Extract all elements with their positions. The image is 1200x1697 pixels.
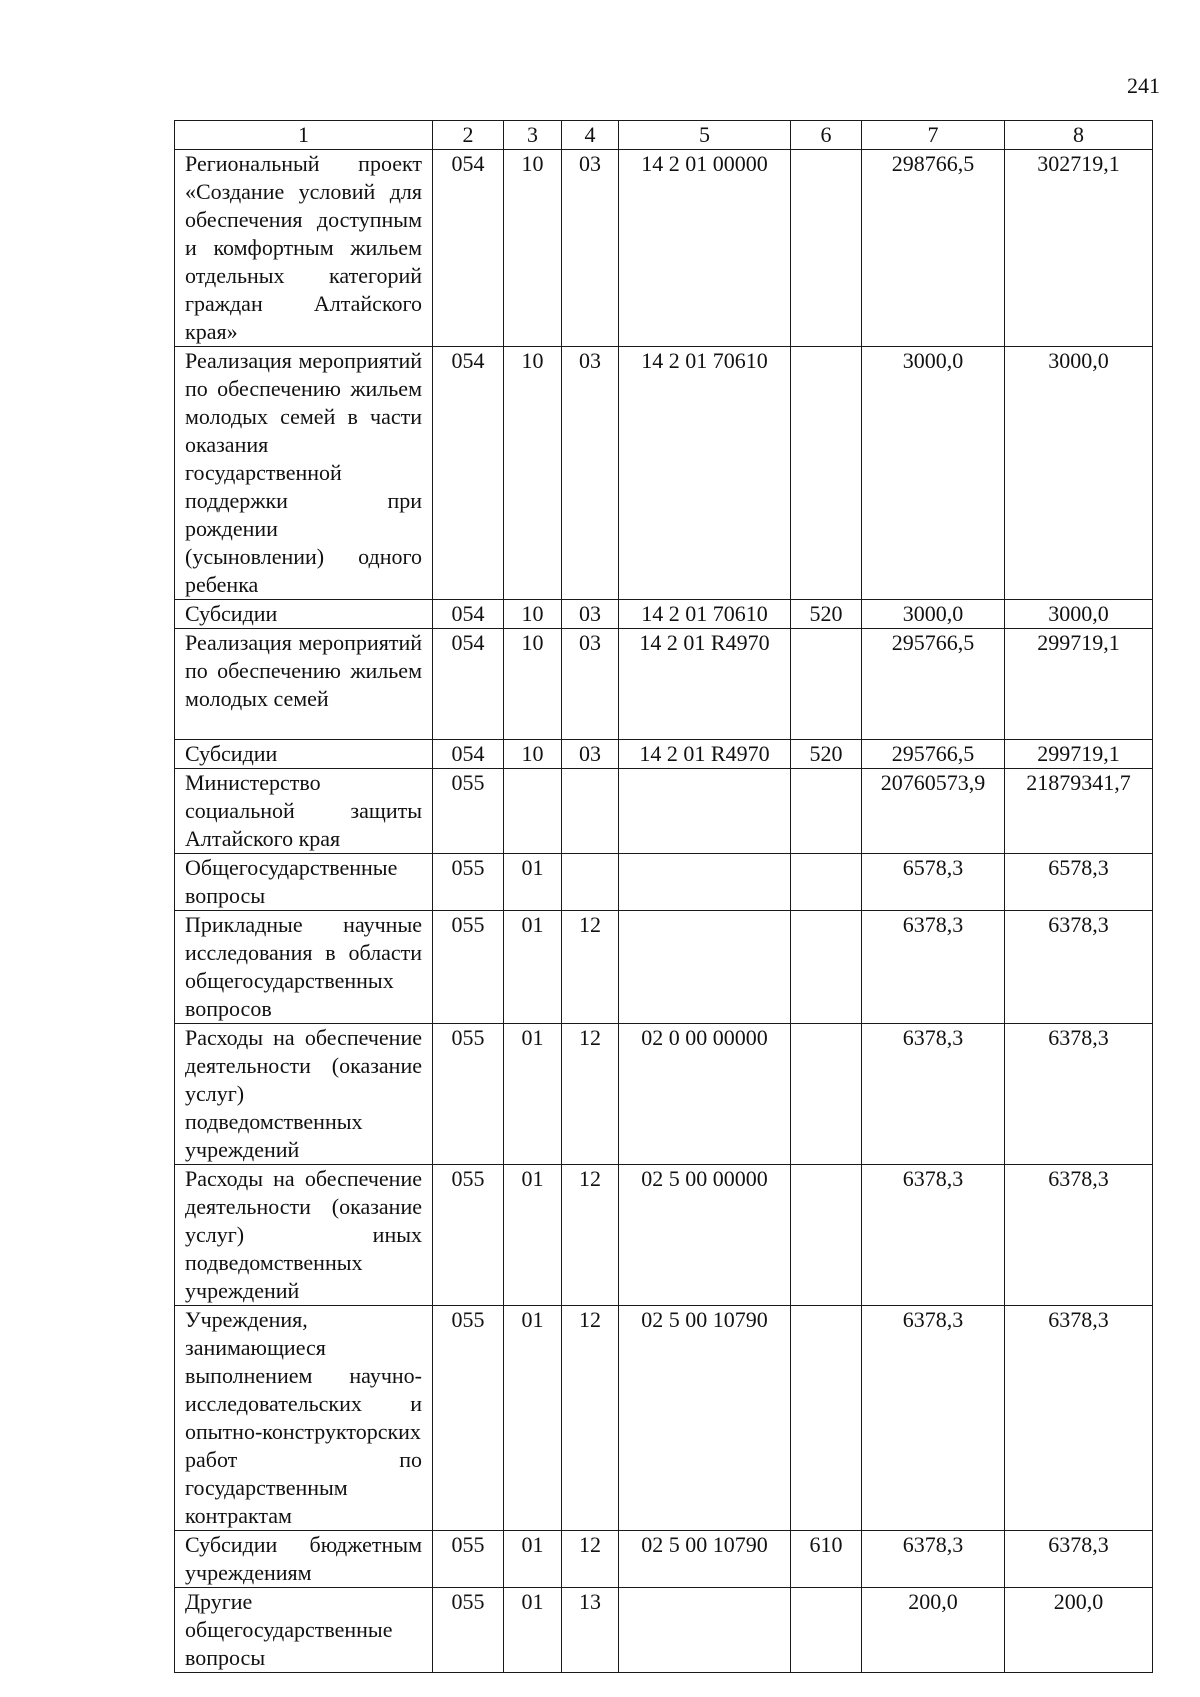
table-row — [175, 1165, 1153, 1306]
expense-type-code — [791, 1306, 862, 1531]
expense-type-code — [791, 1165, 862, 1306]
amount-year-1: 3000,0 — [862, 347, 1005, 600]
amount-year-1: 6378,3 — [862, 1531, 1005, 1588]
target-item-code: 14 2 01 70610 — [619, 600, 791, 629]
ministry-code: 055 — [433, 1306, 504, 1531]
subsection-code: 03 — [562, 600, 619, 629]
subsection-code: 03 — [562, 629, 619, 740]
subsection-code: 13 — [562, 1588, 619, 1673]
expense-type-code: 610 — [791, 1531, 862, 1588]
row-name: Субсидии — [175, 600, 433, 629]
ministry-code: 055 — [433, 769, 504, 854]
amount-year-1: 298766,5 — [862, 150, 1005, 347]
row-name: Субсидии бюджетным учреждениям — [175, 1531, 433, 1588]
amount-year-2: 6378,3 — [1005, 911, 1153, 1024]
expense-type-code — [791, 854, 862, 911]
column-header: 1 — [175, 121, 433, 150]
row-name: Расходы на обеспечение деятельности (оказание услуг) подведомственных учреждений — [175, 1024, 433, 1165]
target-item-code: 14 2 01 00000 — [619, 150, 791, 347]
expense-type-code — [791, 1024, 862, 1165]
expense-type-code: 520 — [791, 740, 862, 769]
column-header: 2 — [433, 121, 504, 150]
section-code: 01 — [504, 1024, 562, 1165]
target-item-code: 02 5 00 10790 — [619, 1306, 791, 1531]
table-row — [175, 600, 1153, 629]
section-code — [504, 769, 562, 854]
ministry-code: 054 — [433, 629, 504, 740]
column-header: 8 — [1005, 121, 1153, 150]
section-code: 10 — [504, 347, 562, 600]
section-code: 10 — [504, 629, 562, 740]
ministry-code: 055 — [433, 1531, 504, 1588]
amount-year-2: 6578,3 — [1005, 854, 1153, 911]
table-row — [175, 1306, 1153, 1531]
amount-year-2: 302719,1 — [1005, 150, 1153, 347]
section-code: 01 — [504, 1588, 562, 1673]
table-row — [175, 854, 1153, 911]
expense-type-code — [791, 1588, 862, 1673]
ministry-code: 054 — [433, 150, 504, 347]
ministry-code: 055 — [433, 1588, 504, 1673]
column-header: 4 — [562, 121, 619, 150]
row-name: Субсидии — [175, 740, 433, 769]
section-code: 10 — [504, 740, 562, 769]
amount-year-2: 3000,0 — [1005, 347, 1153, 600]
target-item-code: 02 0 00 00000 — [619, 1024, 791, 1165]
subsection-code: 12 — [562, 1531, 619, 1588]
section-code: 10 — [504, 600, 562, 629]
amount-year-2: 299719,1 — [1005, 740, 1153, 769]
ministry-code: 055 — [433, 1024, 504, 1165]
table-row — [175, 1024, 1153, 1165]
expense-type-code — [791, 150, 862, 347]
row-name: Учреждения, занимающиеся выполнением научно-исследовательских и опытно-конструкторских работ по государственным контрактам — [175, 1306, 433, 1531]
table-row — [175, 150, 1153, 347]
budget-table — [174, 120, 1153, 1673]
section-code: 01 — [504, 854, 562, 911]
ministry-code: 055 — [433, 854, 504, 911]
column-number-row — [175, 121, 1153, 150]
amount-year-2: 21879341,7 — [1005, 769, 1153, 854]
row-name: Реализация мероприятий по обеспечению жильем молодых семей в части оказания государственной поддержки при рождении (усыновлении) одного ребенка — [175, 347, 433, 600]
amount-year-1: 3000,0 — [862, 600, 1005, 629]
subsection-code: 12 — [562, 1024, 619, 1165]
section-code: 10 — [504, 150, 562, 347]
table-row — [175, 629, 1153, 740]
subsection-code: 03 — [562, 150, 619, 347]
target-item-code — [619, 854, 791, 911]
table-row — [175, 769, 1153, 854]
table-row — [175, 911, 1153, 1024]
amount-year-2: 299719,1 — [1005, 629, 1153, 740]
ministry-code: 054 — [433, 740, 504, 769]
subsection-code: 03 — [562, 740, 619, 769]
expense-type-code: 520 — [791, 600, 862, 629]
page-number: 241 — [1127, 73, 1160, 98]
section-code: 01 — [504, 1165, 562, 1306]
row-name: Региональный проект «Создание условий для обеспечения доступным и комфортным жильем отдельных категорий граждан Алтайского края» — [175, 150, 433, 347]
amount-year-2: 200,0 — [1005, 1588, 1153, 1673]
amount-year-1: 6378,3 — [862, 1024, 1005, 1165]
subsection-code — [562, 854, 619, 911]
section-code: 01 — [504, 911, 562, 1024]
section-code: 01 — [504, 1531, 562, 1588]
expense-type-code — [791, 911, 862, 1024]
amount-year-1: 6578,3 — [862, 854, 1005, 911]
table-row — [175, 1588, 1153, 1673]
target-item-code — [619, 911, 791, 1024]
target-item-code — [619, 1588, 791, 1673]
row-name: Прикладные научные исследования в области общегосударственных вопросов — [175, 911, 433, 1024]
row-name: Другие общегосударственные вопросы — [175, 1588, 433, 1673]
amount-year-1: 20760573,9 — [862, 769, 1005, 854]
row-name: Общегосударственные вопросы — [175, 854, 433, 911]
amount-year-1: 295766,5 — [862, 629, 1005, 740]
row-name: Расходы на обеспечение деятельности (оказание услуг) иных подведомственных учреждений — [175, 1165, 433, 1306]
expense-type-code — [791, 629, 862, 740]
table-row — [175, 740, 1153, 769]
amount-year-2: 3000,0 — [1005, 600, 1153, 629]
ministry-code: 055 — [433, 911, 504, 1024]
subsection-code: 12 — [562, 911, 619, 1024]
section-code: 01 — [504, 1306, 562, 1531]
target-item-code: 02 5 00 00000 — [619, 1165, 791, 1306]
table-row — [175, 1531, 1153, 1588]
column-header: 3 — [504, 121, 562, 150]
amount-year-2: 6378,3 — [1005, 1024, 1153, 1165]
row-name: Реализация мероприятий по обеспечению жильем молодых семей — [175, 629, 433, 740]
target-item-code — [619, 769, 791, 854]
ministry-code: 055 — [433, 1165, 504, 1306]
amount-year-1: 295766,5 — [862, 740, 1005, 769]
subsection-code: 03 — [562, 347, 619, 600]
amount-year-1: 6378,3 — [862, 911, 1005, 1024]
column-header: 5 — [619, 121, 791, 150]
row-name: Министерство социальной защиты Алтайского края — [175, 769, 433, 854]
target-item-code: 02 5 00 10790 — [619, 1531, 791, 1588]
amount-year-1: 6378,3 — [862, 1165, 1005, 1306]
subsection-code — [562, 769, 619, 854]
amount-year-1: 6378,3 — [862, 1306, 1005, 1531]
ministry-code: 054 — [433, 600, 504, 629]
column-header: 7 — [862, 121, 1005, 150]
amount-year-2: 6378,3 — [1005, 1306, 1153, 1531]
target-item-code: 14 2 01 R4970 — [619, 740, 791, 769]
amount-year-2: 6378,3 — [1005, 1531, 1153, 1588]
subsection-code: 12 — [562, 1306, 619, 1531]
expense-type-code — [791, 347, 862, 600]
table-row — [175, 347, 1153, 600]
target-item-code: 14 2 01 R4970 — [619, 629, 791, 740]
expense-type-code — [791, 769, 862, 854]
target-item-code: 14 2 01 70610 — [619, 347, 791, 600]
amount-year-1: 200,0 — [862, 1588, 1005, 1673]
column-header: 6 — [791, 121, 862, 150]
ministry-code: 054 — [433, 347, 504, 600]
subsection-code: 12 — [562, 1165, 619, 1306]
amount-year-2: 6378,3 — [1005, 1165, 1153, 1306]
